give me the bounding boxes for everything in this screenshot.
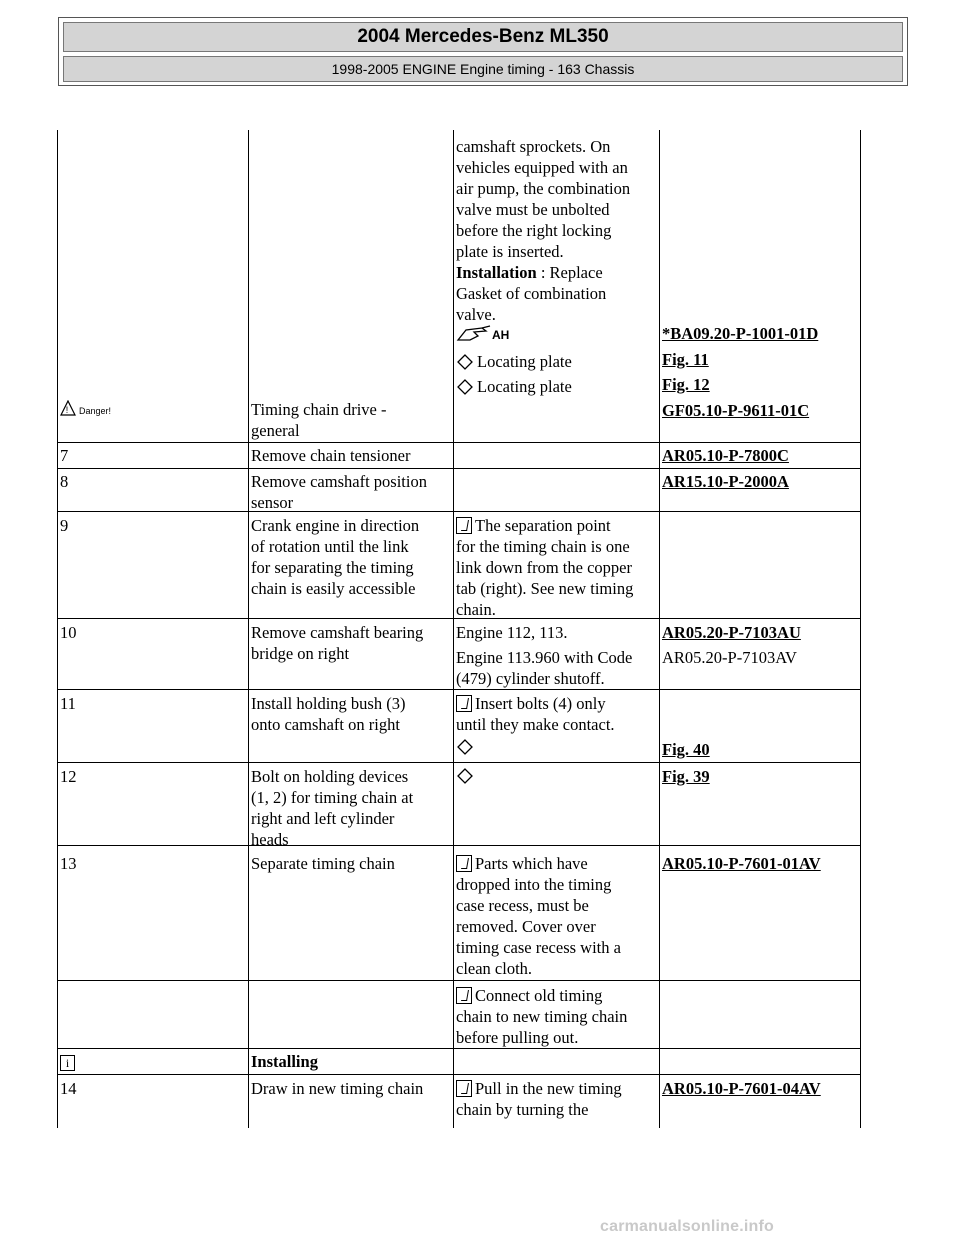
ref-ar05-10-7800c[interactable]: AR05.10-P-7800C xyxy=(662,446,789,465)
step-number: 8 xyxy=(60,472,69,491)
step-text: Separate timing chain xyxy=(251,854,395,873)
ref-ar05-20-7103au[interactable]: AR05.20-P-7103AU xyxy=(662,623,801,642)
diamond-icon xyxy=(456,739,474,760)
note-text: Insert bolts (4) only until they make contact. xyxy=(456,694,615,734)
step-text: Remove camshaft bearing bridge on right xyxy=(251,623,424,663)
step-number: 12 xyxy=(60,767,77,786)
danger-icon xyxy=(60,400,122,423)
step-number: 10 xyxy=(60,623,77,642)
section-heading-installing: Installing xyxy=(251,1052,318,1071)
engine-condition-2: Engine 113.960 with Code (479) cylinder shutoff. xyxy=(456,648,633,688)
step-text: Remove chain tensioner xyxy=(251,446,411,465)
step-text: Remove camshaft position sensor xyxy=(251,472,427,512)
svg-text:!: ! xyxy=(65,405,69,415)
watermark: carmanualsonline.info xyxy=(600,1218,775,1235)
svg-text:Danger!: Danger! xyxy=(79,406,112,416)
installation-label: Installation xyxy=(456,263,537,282)
continued-note: camshaft sprockets. On vehicles equipped with an air pump, the combination valve must be unbolted before the right locking plate is inserted. Installation : Replace Gasket of combination valve. xyxy=(456,137,631,324)
note-text: Connect old timing chain to new timing chain before pulling out. xyxy=(456,986,628,1047)
ref-ar15-10-2000a[interactable]: AR15.10-P-2000A xyxy=(662,472,789,491)
step-text: Bolt on holding devices (1, 2) for timing chain at right and left cylinder heads xyxy=(251,767,414,849)
note-text: Pull in the new timing chain by turning the xyxy=(456,1079,622,1119)
fig-12-link[interactable]: Fig. 12 xyxy=(662,375,710,394)
step-text: Draw in new timing chain xyxy=(251,1079,424,1098)
ref-ba09-20[interactable]: *BA09.20-P-1001-01D xyxy=(662,324,819,343)
ref-ar05-10-7601-01av[interactable]: AR05.10-P-7601-01AV xyxy=(662,854,821,873)
ref-ar05-20-7103av: AR05.20-P-7103AV xyxy=(662,648,797,667)
document-subtitle: 1998-2005 ENGINE Engine timing - 163 Chassis xyxy=(63,56,903,82)
danger-text: Timing chain drive - general xyxy=(251,400,387,440)
fig-40-link[interactable]: Fig. 40 xyxy=(662,740,710,759)
step-number: 14 xyxy=(60,1079,77,1098)
fig-39-link[interactable]: Fig. 39 xyxy=(662,767,710,786)
note-icon xyxy=(456,987,472,1004)
page-header xyxy=(58,17,908,86)
hand-pointer-icon xyxy=(456,322,518,349)
step-number: 9 xyxy=(60,516,69,535)
ref-gf05-10[interactable]: GF05.10-P-9611-01C xyxy=(662,401,810,420)
note-icon xyxy=(456,695,472,712)
note-icon xyxy=(456,1080,472,1097)
diamond-icon xyxy=(456,768,474,789)
svg-text:AH: AH xyxy=(492,328,510,342)
document-title: 2004 Mercedes-Benz ML350 xyxy=(63,22,903,52)
engine-condition-1: Engine 112, 113. xyxy=(456,623,568,642)
info-icon: i xyxy=(60,1051,75,1072)
locating-plate-1: Locating plate xyxy=(456,351,572,372)
note-text: The separation point for the timing chain is one link down from the copper tab (right). See new timing chain. xyxy=(456,516,634,619)
step-number: 11 xyxy=(60,694,76,713)
note-icon xyxy=(456,517,472,534)
ref-ar05-10-7601-04av[interactable]: AR05.10-P-7601-04AV xyxy=(662,1079,821,1098)
step-text: Install holding bush (3) onto camshaft on right xyxy=(251,694,406,734)
diamond-icon xyxy=(456,379,474,395)
diamond-icon xyxy=(456,354,474,370)
fig-11-link[interactable]: Fig. 11 xyxy=(662,350,709,369)
step-text: Crank engine in direction of rotation until the link for separating the timing chain is easily accessible xyxy=(251,516,420,598)
locating-plate-2: Locating plate xyxy=(456,376,572,397)
step-number: 7 xyxy=(60,446,69,465)
step-number: 13 xyxy=(60,854,77,873)
note-icon xyxy=(456,855,472,872)
note-text: Parts which have dropped into the timing case recess, must be removed. Cover over timing case recess with a clean cloth. xyxy=(456,854,621,978)
